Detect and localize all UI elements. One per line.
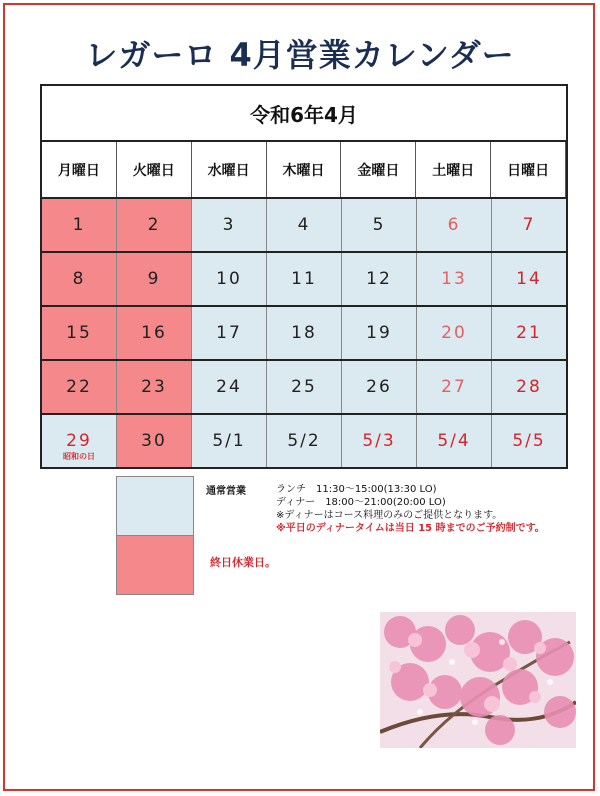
calendar-day-cell	[342, 361, 417, 413]
day-number: 15	[66, 323, 92, 343]
weekday-header: 金曜日	[341, 142, 416, 197]
cherry-blossom-icon	[380, 612, 576, 748]
calendar-day-cell	[192, 199, 267, 251]
calendar-month-label: 令和6年4月	[42, 86, 566, 142]
calendar-day-cell	[342, 253, 417, 305]
day-number: 12	[366, 269, 392, 289]
day-number: 13	[441, 269, 467, 289]
calendar-week-row	[42, 415, 566, 467]
calendar-day-cell	[342, 199, 417, 251]
day-number: 29	[66, 431, 92, 451]
day-number: 24	[216, 377, 242, 397]
day-number: 19	[366, 323, 392, 343]
calendar-day-cell	[117, 307, 192, 359]
calendar-day-cell	[42, 199, 117, 251]
calendar-day-cell	[192, 253, 267, 305]
calendar-day-cell	[42, 307, 117, 359]
day-number: 5/2	[287, 431, 321, 451]
calendar-day-cell	[342, 307, 417, 359]
calendar-day-cell	[117, 253, 192, 305]
calendar-day-cell	[267, 361, 342, 413]
day-number: 26	[366, 377, 392, 397]
weekday-header: 木曜日	[267, 142, 342, 197]
holiday-note: 昭和の日	[63, 452, 95, 461]
day-number: 5	[372, 215, 386, 235]
calendar-day-cell	[192, 361, 267, 413]
day-number: 18	[291, 323, 317, 343]
legend-open-label: 通常営業	[206, 486, 246, 497]
calendar-day-cell	[492, 415, 566, 467]
calendar-day-cell	[342, 415, 417, 467]
calendar-week-row	[42, 253, 566, 307]
day-number: 20	[441, 323, 467, 343]
weekday-header-row	[42, 142, 566, 199]
day-number: 5/1	[212, 431, 246, 451]
day-number: 6	[447, 215, 461, 235]
calendar	[40, 84, 568, 469]
weekday-header: 火曜日	[117, 142, 192, 197]
calendar-day-cell	[417, 307, 492, 359]
legend-dinner-hours: ディナー 18:00～21:00(20:00 LO)	[276, 497, 446, 508]
day-number: 23	[141, 377, 167, 397]
calendar-day-cell	[417, 199, 492, 251]
calendar-day-cell	[417, 415, 492, 467]
day-number: 4	[297, 215, 311, 235]
day-number: 16	[141, 323, 167, 343]
calendar-day-cell	[42, 361, 117, 413]
day-number: 11	[291, 269, 317, 289]
calendar-week-row	[42, 199, 566, 253]
day-number: 8	[72, 269, 86, 289]
calendar-week-row	[42, 361, 566, 415]
day-number: 21	[516, 323, 542, 343]
legend-closed-swatch	[116, 535, 194, 595]
calendar-day-cell	[117, 361, 192, 413]
legend-reservation-note: ※平日のディナータイムは当日 15 時までのご予約制です。	[276, 523, 545, 534]
day-number: 2	[147, 215, 161, 235]
day-number: 28	[516, 377, 542, 397]
calendar-day-cell	[492, 307, 566, 359]
calendar-day-cell	[492, 361, 566, 413]
day-number: 22	[66, 377, 92, 397]
day-number: 9	[147, 269, 161, 289]
calendar-day-cell	[192, 415, 267, 467]
calendar-day-cell	[267, 199, 342, 251]
calendar-day-cell	[117, 199, 192, 251]
day-number: 17	[216, 323, 242, 343]
weekday-header: 月曜日	[42, 142, 117, 197]
calendar-day-cell	[117, 415, 192, 467]
legend-closed-label: 終日休業日。	[210, 556, 276, 569]
day-number: 5/3	[362, 431, 396, 451]
day-number: 3	[222, 215, 236, 235]
day-number: 14	[516, 269, 542, 289]
calendar-day-cell	[492, 199, 566, 251]
calendar-day-cell	[417, 253, 492, 305]
day-number: 7	[522, 215, 536, 235]
calendar-week-row	[42, 307, 566, 361]
calendar-day-cell	[267, 307, 342, 359]
page-title: レガーロ 4月営業カレンダー	[85, 36, 515, 74]
cherry-blossom-photo	[380, 612, 576, 748]
day-number: 5/4	[437, 431, 471, 451]
legend-open-swatch	[116, 476, 194, 536]
weekday-header: 水曜日	[192, 142, 267, 197]
day-number: 5/5	[512, 431, 546, 451]
day-number: 25	[291, 377, 317, 397]
day-number: 1	[72, 215, 86, 235]
legend-lunch-hours: ランチ 11:30～15:00(13:30 LO)	[276, 484, 437, 495]
day-number: 10	[216, 269, 242, 289]
calendar-day-cell	[417, 361, 492, 413]
calendar-day-cell	[42, 415, 117, 467]
legend-dinner-note: ※ディナーはコース料理のみのご提供となります。	[276, 510, 503, 521]
calendar-day-cell	[267, 253, 342, 305]
calendar-day-cell	[267, 415, 342, 467]
weekday-header: 土曜日	[416, 142, 491, 197]
calendar-day-cell	[192, 307, 267, 359]
day-number: 30	[141, 431, 167, 451]
day-number: 27	[441, 377, 467, 397]
calendar-weeks	[42, 199, 566, 467]
calendar-day-cell	[492, 253, 566, 305]
calendar-day-cell	[42, 253, 117, 305]
weekday-header: 日曜日	[491, 142, 566, 197]
